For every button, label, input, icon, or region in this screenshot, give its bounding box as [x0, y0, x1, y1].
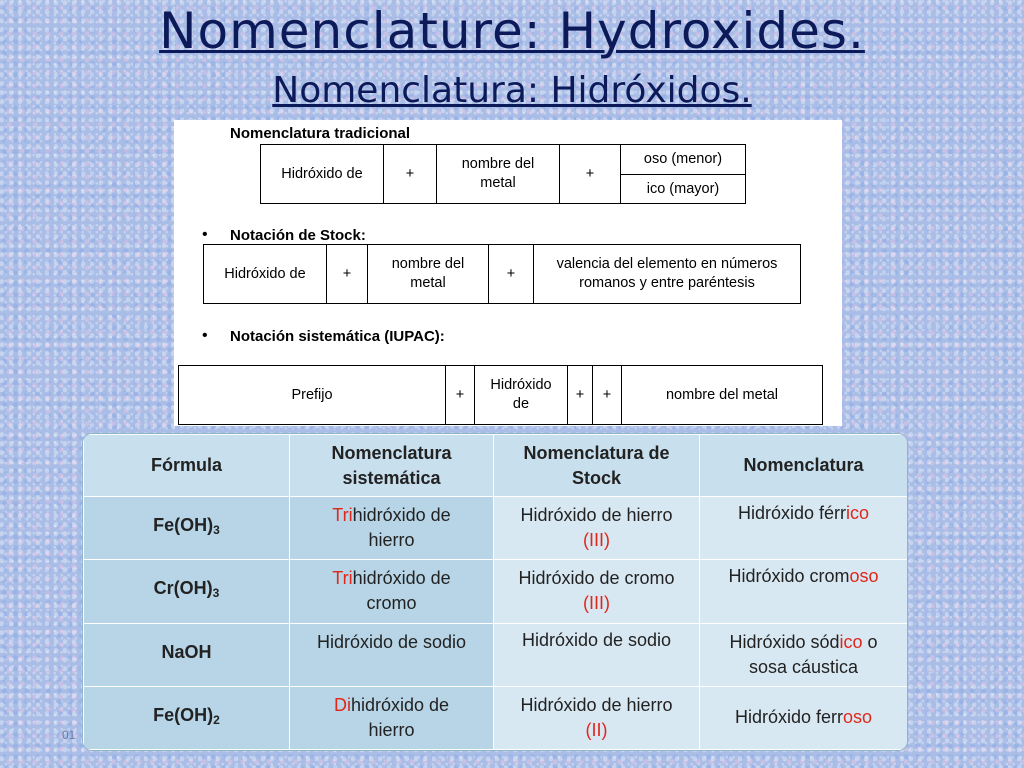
stock-cell-valencia: valencia del elemento en números romanos y entre paréntesis: [534, 245, 801, 304]
nomenclature-scheme-image: [174, 120, 842, 426]
header-formula: Fórmula: [84, 435, 290, 497]
iupac-cell-plus-2: +: [568, 366, 593, 425]
stock-cell: Hidróxido de hierro (II): [494, 686, 700, 749]
stock-cell-hidroxido: Hidróxido de: [204, 245, 327, 304]
page-title: Nomenclature: Hydroxides.: [159, 2, 865, 60]
stock-label: Notación de Stock:: [230, 227, 366, 244]
stock-cell: Hidróxido de sodio: [494, 623, 700, 686]
hydroxides-examples-table: [82, 433, 908, 751]
stock-bullet: •: [202, 226, 208, 243]
header-systematic: Nomenclatura sistemática: [290, 435, 494, 497]
slide-number: 01: [62, 728, 76, 742]
page-subtitle: Nomenclatura: Hidróxidos.: [272, 70, 752, 111]
stock-cell: Hidróxido de cromo (III): [494, 560, 700, 623]
iupac-cell-metal: nombre del metal: [622, 366, 823, 425]
traditional-cell-oso: oso (menor): [621, 145, 746, 175]
traditional-scheme-table: [260, 144, 746, 204]
table-row: [84, 497, 908, 560]
table-row: [84, 623, 908, 686]
traditional-cell: Hidróxido sódico o sosa cáustica: [700, 623, 908, 686]
traditional-cell-plus-2: +: [560, 145, 621, 204]
stock-cell-plus: +: [327, 245, 368, 304]
iupac-label: Notación sistemática (IUPAC):: [230, 328, 445, 345]
traditional-label: Nomenclatura tradicional: [230, 125, 411, 142]
stock-scheme-table: [203, 244, 801, 304]
traditional-cell-hidroxido: Hidróxido de: [261, 145, 384, 204]
iupac-cell-hidroxido: Hidróxido de: [475, 366, 568, 425]
iupac-scheme-table: [178, 365, 823, 425]
traditional-cell-ico: ico (mayor): [621, 175, 746, 204]
systematic-cell: Trihidróxido de cromo: [290, 560, 494, 623]
stock-cell-plus-2: +: [489, 245, 534, 304]
traditional-cell-plus: +: [384, 145, 437, 204]
iupac-cell-plus-3: +: [593, 366, 622, 425]
traditional-cell: Hidróxido cromoso: [700, 560, 908, 623]
formula-cell: $Fe(OH)_3$: [84, 497, 290, 560]
header-traditional: Nomenclatura: [700, 435, 908, 497]
formula-cell: $Fe(OH)_2$: [84, 686, 290, 749]
header-stock: Nomenclatura de Stock: [494, 435, 700, 497]
traditional-cell-metal: nombre del metal: [437, 145, 560, 204]
iupac-cell-plus: +: [446, 366, 475, 425]
stock-cell-metal: nombre del metal: [368, 245, 489, 304]
systematic-cell: Dihidróxido de hierro: [290, 686, 494, 749]
systematic-cell: Hidróxido de sodio: [290, 623, 494, 686]
formula-cell: $Cr(OH)_3$: [84, 560, 290, 623]
iupac-cell-prefijo: Prefijo: [179, 366, 446, 425]
table-row: [84, 686, 908, 749]
traditional-cell: Hidróxido ferroso: [700, 686, 908, 749]
traditional-cell: Hidróxido férrico: [700, 497, 908, 560]
iupac-bullet: •: [202, 327, 208, 344]
systematic-cell: Trihidróxido de hierro: [290, 497, 494, 560]
table-row: [84, 560, 908, 623]
table-header-row: [84, 435, 908, 497]
stock-cell: Hidróxido de hierro (III): [494, 497, 700, 560]
formula-cell: NaOH: [84, 623, 290, 686]
